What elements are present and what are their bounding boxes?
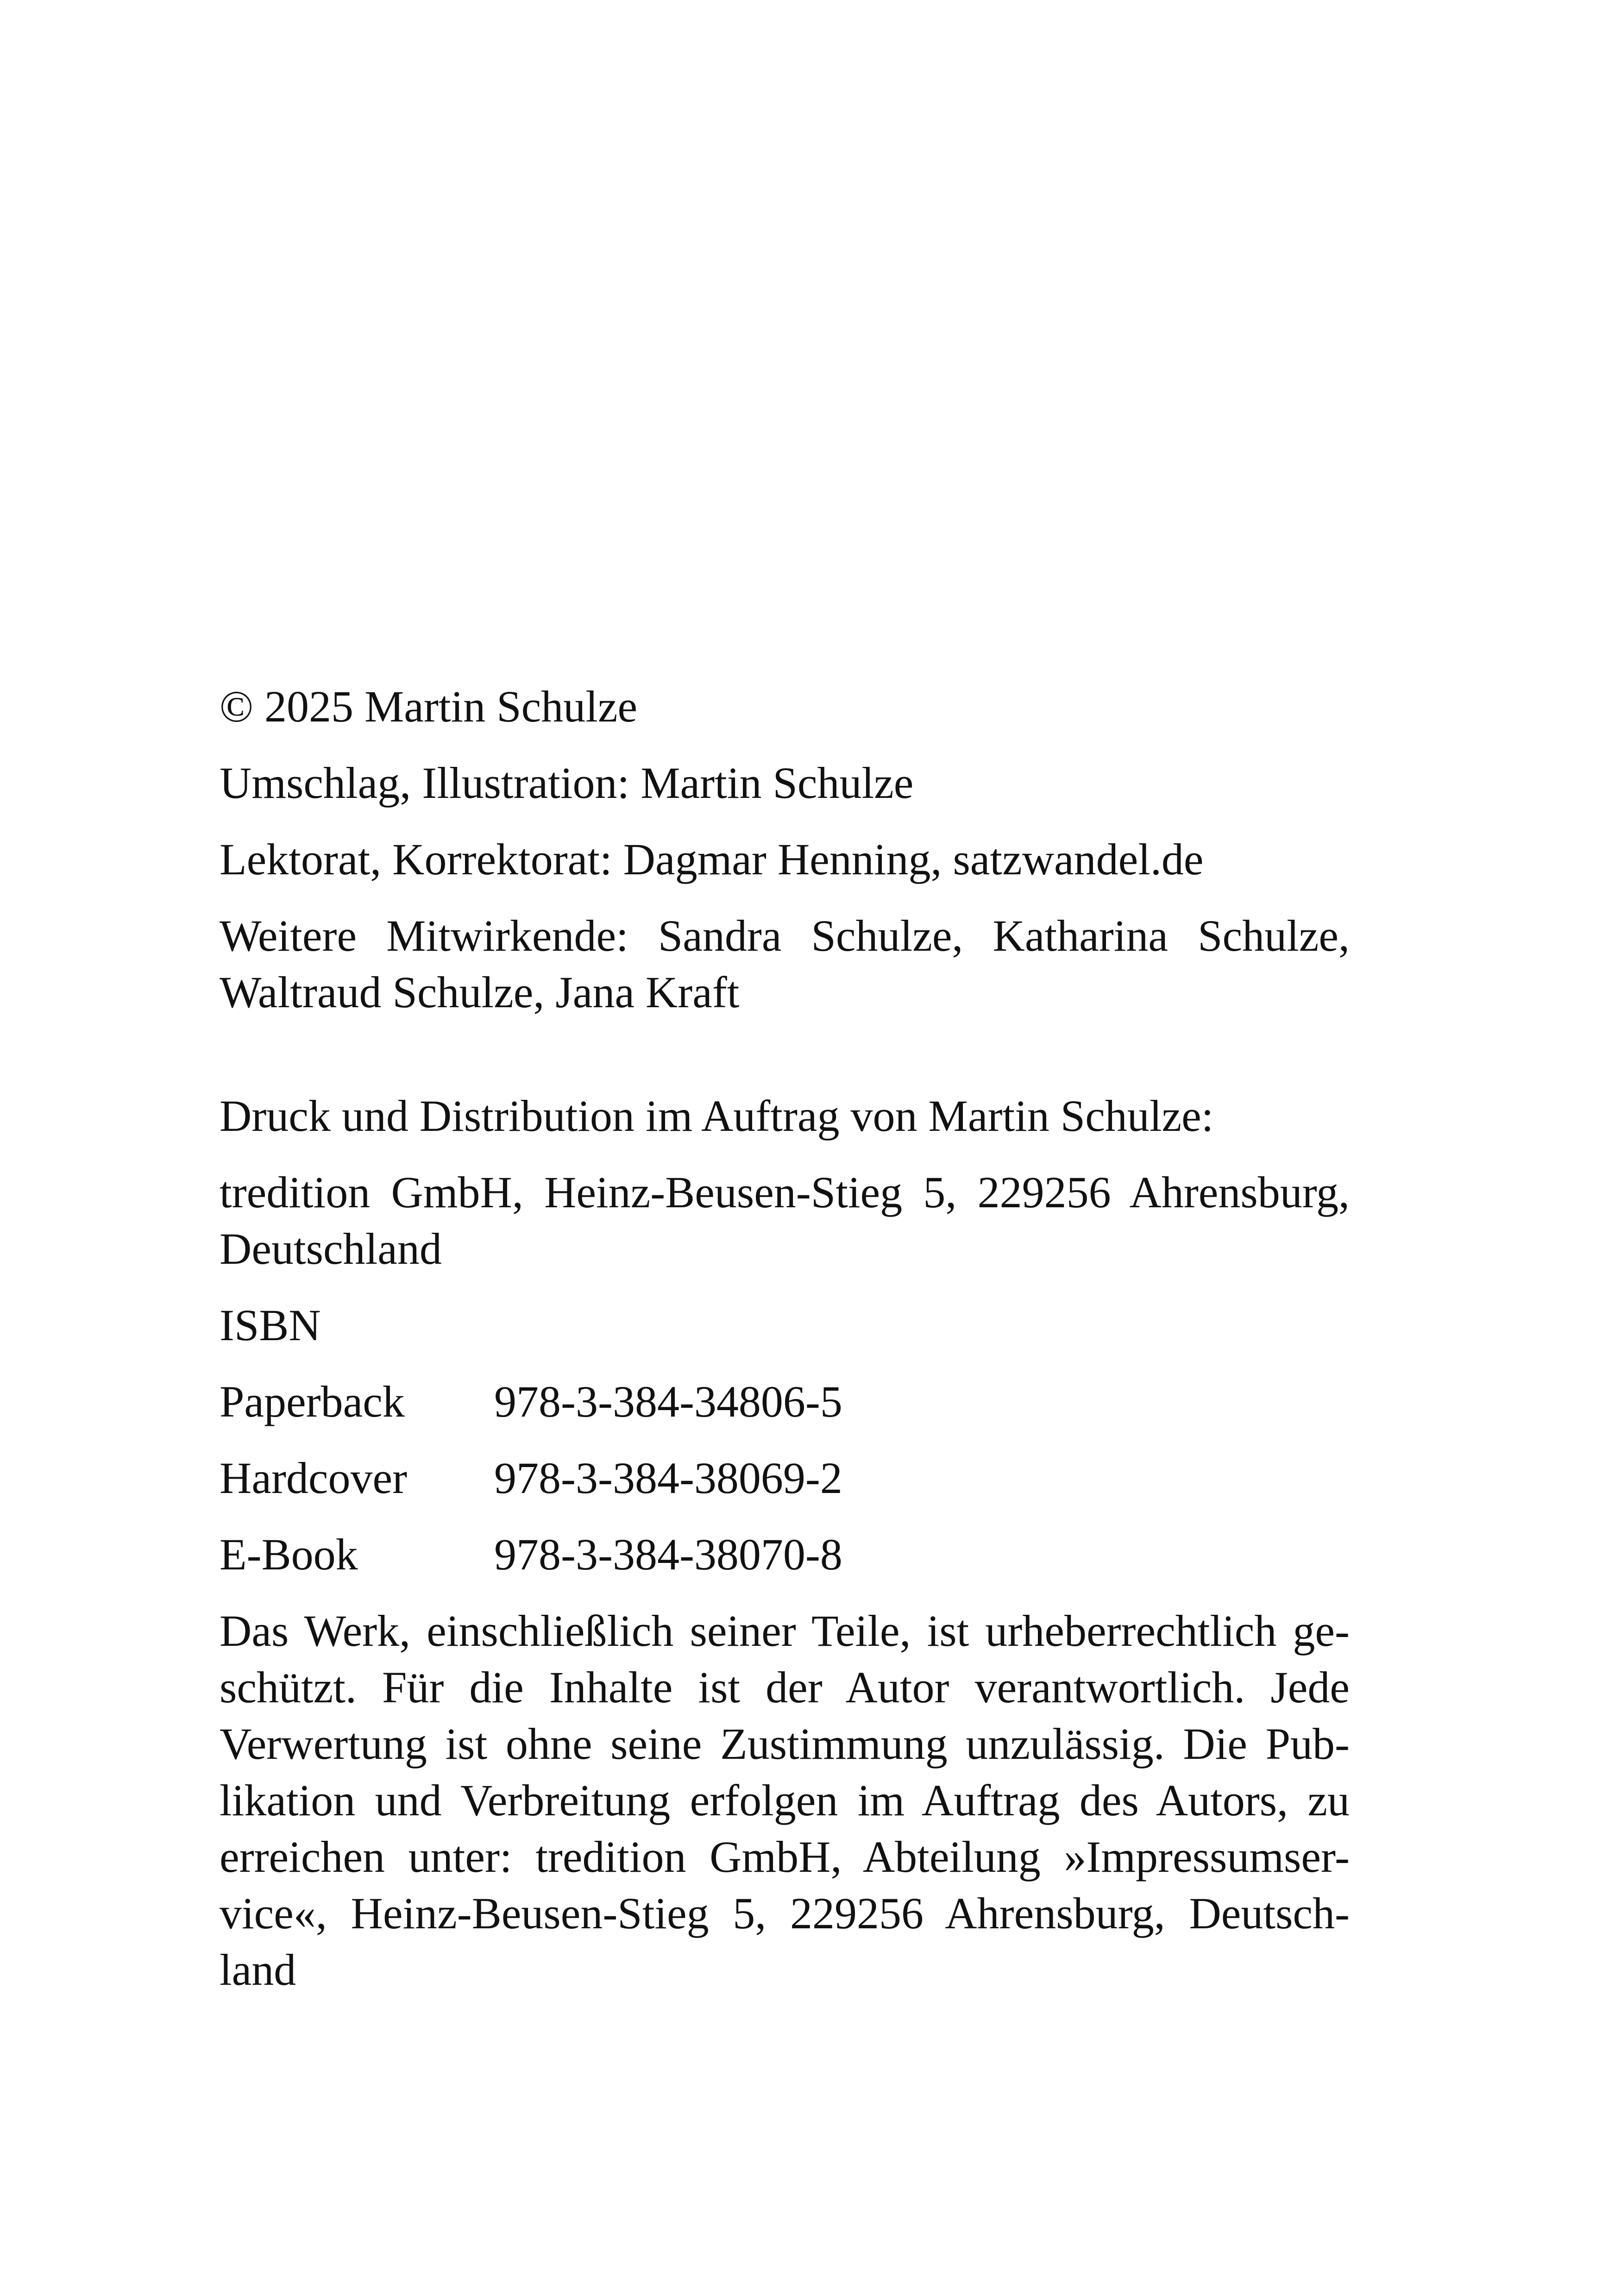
publisher-line: tredition GmbH, Heinz-Beusen-Stieg 5, 229256 Ahrensburg, [220, 1167, 1350, 1217]
legal-line: vice«, Heinz-Beusen-Stieg 5, 229256 Ahrensburg, Deutsch- [220, 1888, 1350, 1938]
distribution-heading: Druck und Distribution im Auftrag von Martin Schulze: [220, 1091, 1214, 1141]
isbn-row-paperback [220, 1374, 1350, 1430]
cover-credit: Umschlag, Illustration: Martin Schulze [220, 758, 914, 808]
legal-line: schützt. Für die Inhalte ist der Autor verantwortlich. Jede [220, 1662, 1350, 1712]
contributors-line: Weitere Mitwirkende: Sandra Schulze, Katharina Schulze, [220, 911, 1350, 960]
isbn-format: Paperback [220, 1377, 405, 1426]
imprint-block [220, 678, 1350, 1998]
isbn-row-hardcover [220, 1450, 1350, 1506]
contributors-credit [220, 908, 1350, 1021]
isbn-number: 978-3-384-38070-8 [494, 1530, 842, 1579]
legal-line: Verwertung ist ohne seine Zustimmung unzulässig. Die Pub- [220, 1719, 1350, 1769]
copyright-notice: © 2025 Martin Schulze [220, 682, 638, 731]
isbn-row-ebook [220, 1526, 1350, 1583]
legal-line: erreichen unter: tredition GmbH, Abteilung »Impressumser- [220, 1832, 1350, 1882]
legal-line: Das Werk, einschließlich seiner Teile, ist urheberrechtlich ge- [220, 1606, 1350, 1656]
contributors-line: Waltraud Schulze, Jana Kraft [220, 967, 740, 1017]
publisher-address [220, 1164, 1350, 1277]
isbn-format: Hardcover [220, 1453, 408, 1503]
isbn-heading: ISBN [220, 1300, 321, 1350]
legal-notice [220, 1603, 1350, 1998]
legal-line: land [220, 1945, 296, 1995]
isbn-number: 978-3-384-34806-5 [494, 1377, 842, 1426]
isbn-format: E-Book [220, 1530, 358, 1579]
legal-line: likation und Verbreitung erfolgen im Auftrag des Autors, zu [220, 1775, 1350, 1825]
publisher-line: Deutschland [220, 1224, 442, 1273]
isbn-number: 978-3-384-38069-2 [494, 1453, 842, 1503]
editing-credit: Lektorat, Korrektorat: Dagmar Henning, satzwandel.de [220, 834, 1204, 884]
